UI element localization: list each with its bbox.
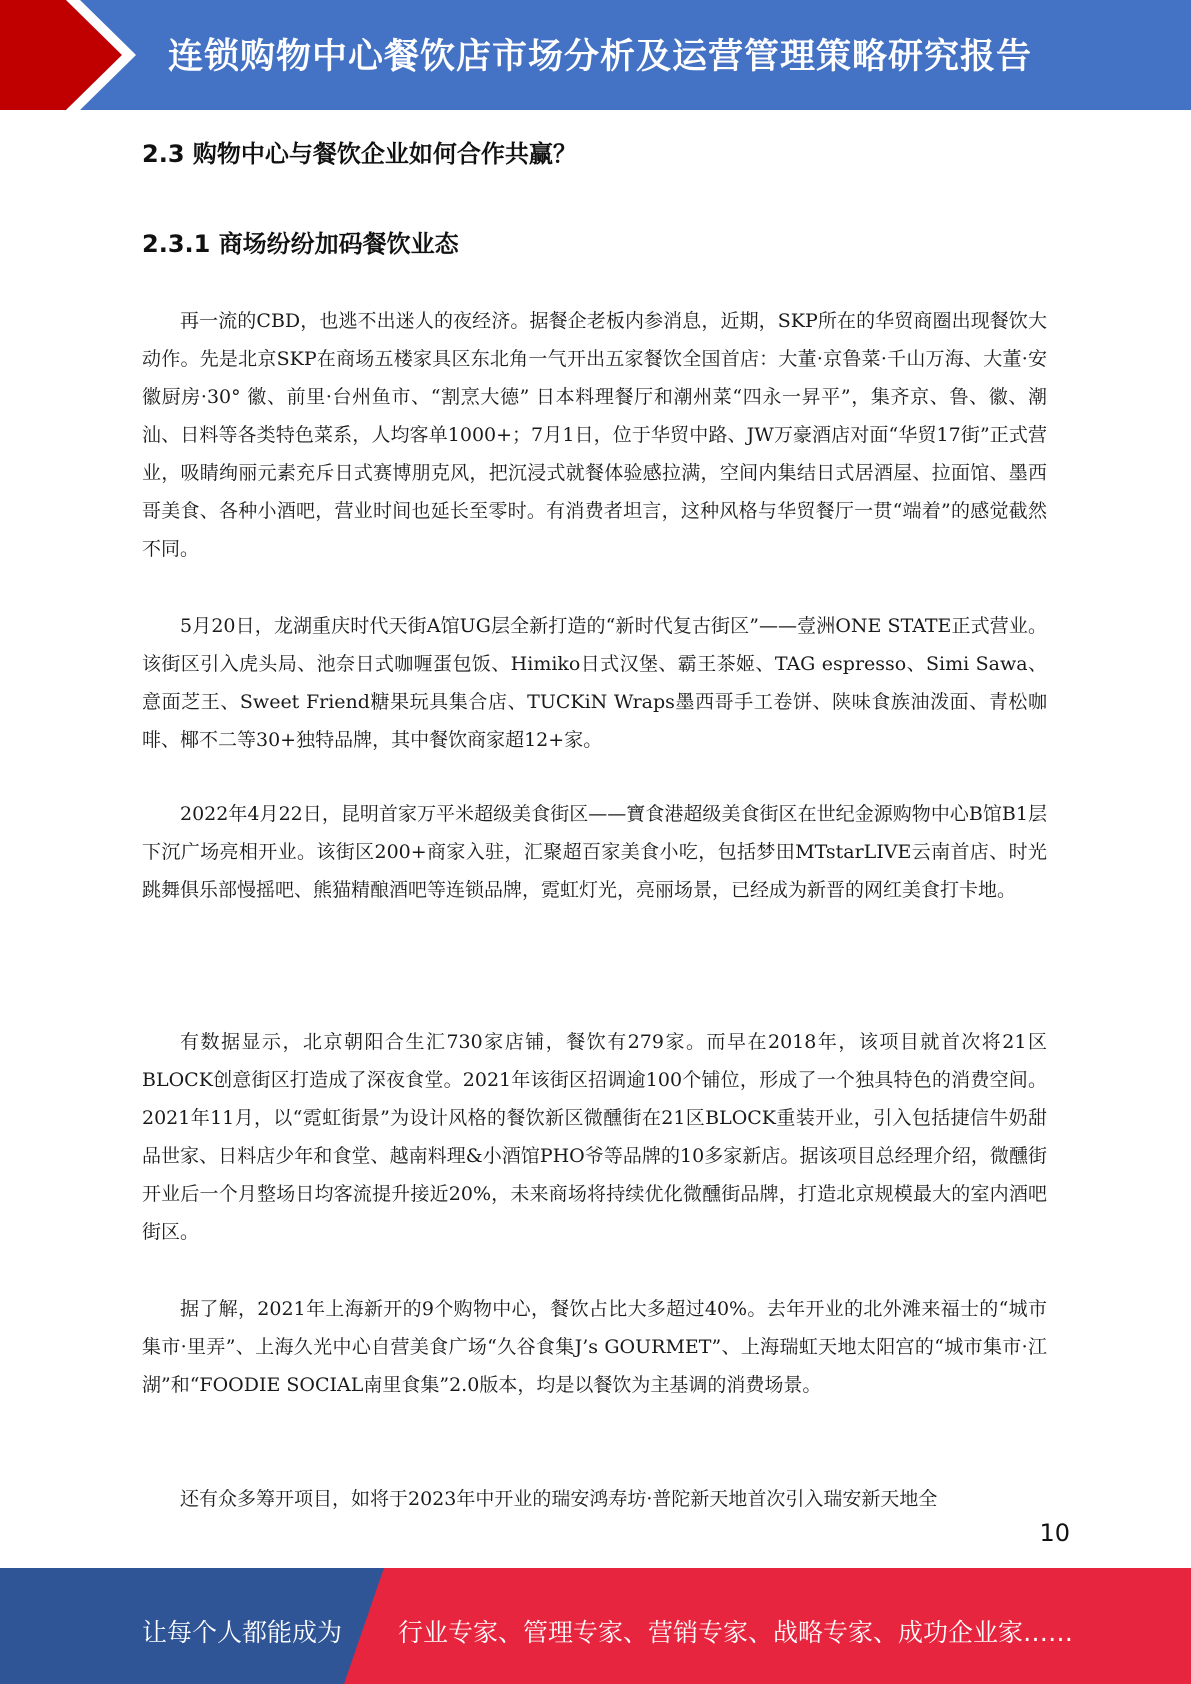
paragraph-skp-huamao: 再一流的CBD，也逃不出迷人的夜经济。据餐企老板内参消息，近期，SKP所在的华贸商圈出现餐饮大动作。先是北京SKP在商场五楼家具区东北角一气开出五家餐饮全国首店：大董·京鲁菜·千山万海、大董·安徽厨房·30° 徽、前里·台州鱼市、“割烹大德” 日本料理餐厅和潮州菜“四永一昇平”，集齐京、鲁、徽、潮汕、日料等各类特色菜系，人均客单1000+；7月1日，位于华贸中路、JW万豪酒店对面“华贸17街”正式营业，吸睛绚丽元素充斥日式赛博朋克风，把沉浸式就餐体验感拉满，空间内集结日式居酒屋、拉面馆、墨西哥美食、各种小酒吧，营业时间也延长至零时。有消费者坦言，这种风格与华贸餐厅一贯“端着”的感觉截然不同。 [142, 310, 1047, 560]
paragraph-upcoming-projects: 还有众多筹开项目，如将于2023年中开业的瑞安鸿寿坊·普陀新天地首次引入瑞安新天地全 [180, 1488, 938, 1510]
footer-slogan-right: 行业专家、管理专家、营销专家、战略专家、成功企业家…… [398, 1618, 1074, 1647]
paragraph-shanghai-malls: 据了解，2021年上海新开的9个购物中心，餐饮占比大多超过40%。去年开业的北外滩来福士的“城市集市·里弄”、上海久光中心自营美食广场“久谷食集J’s GOURMET”、上海瑞虹天地太阳宫的“城市集市·江湖”和“FOODIE SOCIAL南里食集”2.0版本，均是以餐饮为主基调的消费场景。 [142, 1298, 1047, 1396]
footer-slogan-left: 让每个人都能成为 [142, 1618, 343, 1647]
report-title: 连锁购物中心餐饮店市场分析及运营管理策略研究报告 [168, 37, 1033, 77]
footer-banner [0, 1568, 1191, 1684]
paragraph-kunming-food-street: 2022年4月22日，昆明首家万平米超级美食街区——寶食港超级美食街区在世纪金源购物中心B馆B1层下沉广场亮相开业。该街区200+商家入驻，汇聚超百家美食小吃，包括梦田MTstarLIVE云南首店、时光跳舞俱乐部慢摇吧、熊猫精酿酒吧等连锁品牌，霓虹灯光，亮丽场景，已经成为新晋的网红美食打卡地。 [142, 803, 1047, 901]
paragraph-beijing-heshenghui: 有数据显示，北京朝阳合生汇730家店铺，餐饮有279家。而早在2018年，该项目就首次将21区BLOCK创意街区打造成了深夜食堂。2021年该街区招调逾100个铺位，形成了一个独具特色的消费空间。2021年11月，以“霓虹街景”为设计风格的餐饮新区微醺街在21区BLOCK重装开业，引入包括捷信牛奶甜品世家、日料店少年和食堂、越南料理&小酒馆PHO爷等品牌的10多家新店。据该项目总经理介绍，微醺街开业后一个月整场日均客流提升接近20%，未来商场将持续优化微醺街品牌，打造北京规模最大的室内酒吧街区。 [142, 1031, 1047, 1243]
header-banner [0, 0, 1191, 110]
page-number: 10 [1039, 1519, 1070, 1547]
paragraph-longhu-chongqing: 5月20日，龙湖重庆时代天街A馆UG层全新打造的“新时代复古街区”——壹洲ONE STATE正式营业。该街区引入虎头局、池奈日式咖喱蛋包饭、Himiko日式汉堡、霸王茶姬、TAG espresso、Simi Sawa、意面芝王、Sweet Friend糖果玩具集合店、TUCKiN Wraps墨西哥手工卷饼、陕味食族油泼面、青松咖啡、椰不二等30+独特品牌，其中餐饮商家超12+家。 [142, 615, 1047, 751]
subsection-heading: 2.3.1 商场纷纷加码餐饮业态 [142, 230, 459, 258]
section-heading: 2.3 购物中心与餐饮企业如何合作共赢？ [142, 140, 577, 168]
header-arrow-decoration [0, 0, 160, 110]
